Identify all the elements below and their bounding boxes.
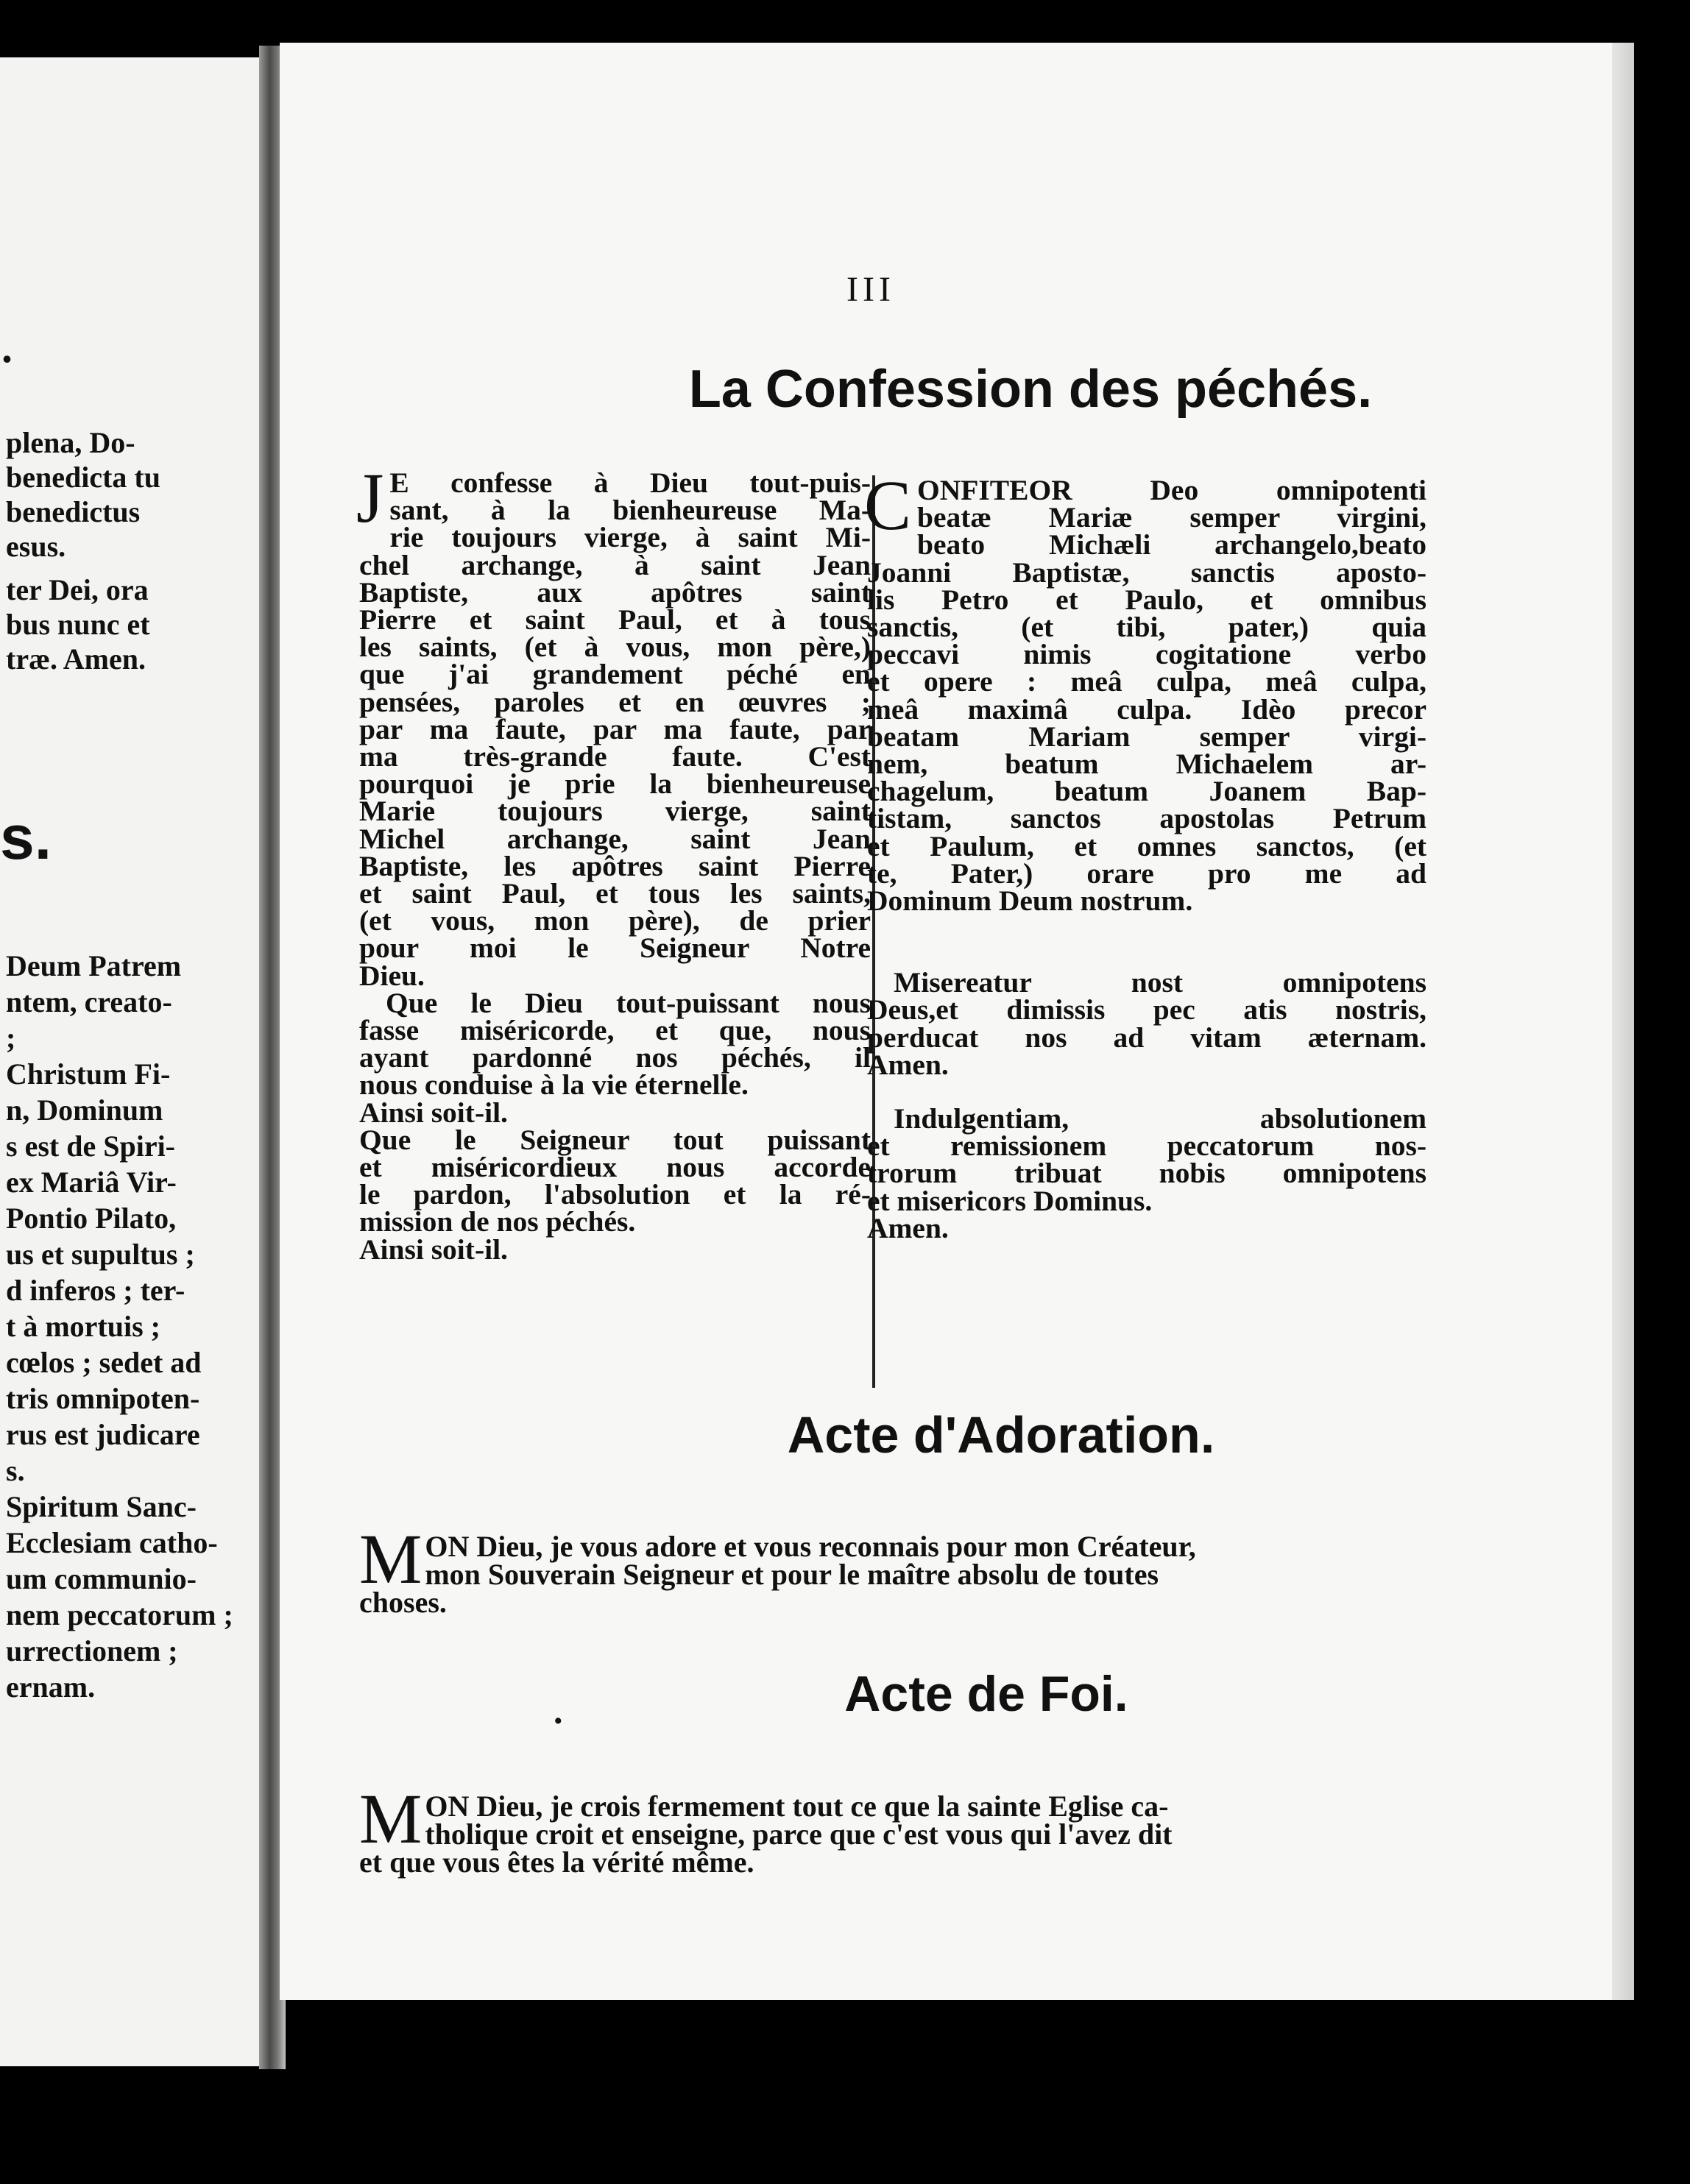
french-line: pensées, paroles et en œuvres ; <box>359 685 871 718</box>
latin-line: peccavi nimis cogitatione verbo <box>867 638 1426 671</box>
adoration-line-1: ON Dieu, je vous adore et vous reconnais pour mon Créateur, <box>425 1530 1196 1563</box>
latin-line: trorum tribuat nobis omnipotens <box>867 1157 1426 1190</box>
left-text-line: plena, Do- <box>6 426 135 459</box>
page-number: III <box>846 270 895 309</box>
left-text-line: n, Dominum <box>6 1093 163 1127</box>
french-line: Michel archange, saint Jean <box>359 822 871 855</box>
french-line: fasse miséricorde, et que, nous <box>359 1014 871 1047</box>
foi-bullet: . <box>554 1690 563 1731</box>
french-line: et saint Paul, et tous les saints, <box>359 877 871 910</box>
latin-line: beato Michæli archangelo,beato <box>917 528 1426 561</box>
foi-line-1: ON Dieu, je crois fermement tout ce que la sainte Eglise ca- <box>425 1790 1169 1823</box>
left-text-line: s est de Spiri- <box>6 1130 175 1163</box>
title-adoration: Acte d'Adoration. <box>787 1406 1215 1464</box>
title-confession: La Confession des péchés. <box>688 360 1373 419</box>
french-line: mission de nos péchés. <box>359 1205 636 1238</box>
latin-line: et misericors Dominus. <box>867 1184 1153 1217</box>
french-line: Marie toujours vierge, saint <box>359 795 871 828</box>
left-text-line: benedicta tu <box>6 461 160 494</box>
latin-line: perducat nos ad vitam æternam. <box>867 1021 1426 1054</box>
left-text-top <box>6 425 271 564</box>
left-text-line: Spiritum Sanc- <box>6 1490 197 1523</box>
french-line: Ainsi soit-il. <box>359 1233 508 1266</box>
latin-line: sanctis, (et tibi, pater,) quia <box>867 611 1426 644</box>
latin-line: meâ maximâ culpa. Idèo precor <box>867 692 1426 726</box>
left-text-line: nem peccatorum ; <box>6 1598 233 1631</box>
left-text-line: bus nunc et <box>6 608 150 641</box>
french-line: ayant pardonné nos péchés, il <box>359 1041 871 1074</box>
french-line: Dieu. <box>359 959 425 992</box>
french-line: le pardon, l'absolution et la ré- <box>359 1178 871 1211</box>
left-text-line: d inferos ; ter- <box>6 1274 185 1307</box>
adoration-dropcap: M <box>359 1520 422 1598</box>
latin-line: te, Pater,) orare pro me ad <box>867 857 1426 890</box>
left-text-line: ernam. <box>6 1670 96 1703</box>
left-text-line: ; <box>6 1021 16 1054</box>
french-line: Pierre et saint Paul, et à tous <box>359 603 871 637</box>
french-first-line: E confesse à Dieu tout-puis- <box>389 467 871 499</box>
latin-line: Deus,et dimissis pec atis nostris, <box>867 993 1426 1027</box>
latin-line: Dominum Deum nostrum. <box>867 884 1193 918</box>
latin-column <box>864 466 1426 1244</box>
left-text-line: ex Mariâ Vir- <box>6 1166 177 1199</box>
latin-first-line: ONFITEOR Deo omnipotenti <box>917 474 1426 506</box>
french-line: chel archange, à saint Jean <box>359 548 871 581</box>
left-text-line: Pontio Pilato, <box>6 1202 177 1235</box>
left-page-fragment <box>0 57 271 2066</box>
left-text-line: urrectionem ; <box>6 1634 178 1667</box>
latin-line: Amen. <box>867 1211 949 1244</box>
left-text-line: Christum Fi- <box>6 1057 171 1091</box>
left-text-line: um communio- <box>6 1562 197 1595</box>
french-line: Ainsi soit-il. <box>359 1096 508 1129</box>
latin-dropcap: C <box>864 466 912 545</box>
latin-line: nem, beatum Michaelem ar- <box>867 748 1426 781</box>
latin-line: lis Petro et Paulo, et omnibus <box>867 583 1426 616</box>
french-dropcap: J <box>356 458 384 537</box>
french-line: Baptiste, aux apôtres saint <box>359 575 871 609</box>
adoration-line-3: choses. <box>359 1586 447 1619</box>
french-line: et miséricordieux nous accorde <box>359 1151 871 1184</box>
latin-line: et opere : meâ culpa, meâ culpa, <box>867 665 1426 698</box>
french-line: pour moi le Seigneur Notre <box>359 932 871 965</box>
foi-paragraph <box>359 1779 1426 1879</box>
french-line: sant, à la bienheureuse Ma- <box>389 494 871 527</box>
french-line: pourquoi je prie la bienheureuse <box>359 767 871 801</box>
left-text-bottom <box>6 948 271 1705</box>
french-line: Que le Dieu tout-puissant nous <box>386 986 871 1019</box>
latin-line: Indulgentiam, absolutionem <box>894 1102 1426 1135</box>
french-line: Que le Seigneur tout puissant <box>359 1123 871 1156</box>
foi-dropcap: M <box>359 1779 422 1858</box>
latin-line: Amen. <box>867 1048 949 1081</box>
foi-line-2: tholique croit et enseigne, parce que c'est vous qui l'avez dit <box>425 1818 1173 1851</box>
latin-line: beatæ Mariæ semper virgini, <box>917 501 1426 534</box>
left-text-line: benedictus <box>6 495 141 528</box>
left-text-line: rus est judicare <box>6 1418 200 1451</box>
french-column <box>356 458 871 1266</box>
left-text-line: s. <box>6 1454 25 1487</box>
adoration-paragraph <box>359 1520 1426 1619</box>
left-text-line: Ecclesiam catho- <box>6 1526 218 1559</box>
latin-line: Misereatur nost omnipotens <box>894 966 1426 999</box>
latin-line: beatam Mariam semper virgi- <box>867 720 1426 753</box>
latin-line: et Paulum, et omnes sanctos, (et <box>867 829 1426 862</box>
left-text-mid <box>6 572 271 676</box>
french-line: que j'ai grandement péché en <box>359 658 871 691</box>
french-line: (et vous, mon père), de prier <box>359 904 871 937</box>
left-text-line: t à mortuis ; <box>6 1310 160 1343</box>
left-text-line: tris omnipoten- <box>6 1382 200 1415</box>
french-line: rie toujours vierge, à saint Mi- <box>389 521 871 554</box>
right-page <box>280 43 1634 2000</box>
french-line: Baptiste, les apôtres saint Pierre <box>359 849 871 882</box>
left-text-line: esus. <box>6 530 66 563</box>
french-line: par ma faute, par ma faute, par <box>359 712 871 745</box>
latin-line: chagelum, beatum Joanem Bap- <box>867 775 1426 808</box>
left-text-line: træ. Amen. <box>6 642 146 676</box>
left-page-bullet: . <box>1 323 13 372</box>
left-heading-fragment: s. <box>0 803 52 872</box>
latin-line: tistam, sanctos apostolas Petrum <box>867 802 1426 835</box>
left-text-line: Deum Patrem <box>6 949 182 982</box>
latin-line: et remissionem peccatorum nos- <box>867 1130 1426 1163</box>
french-line: nous conduise à la vie éternelle. <box>359 1068 749 1102</box>
latin-line: Joanni Baptistæ, sanctis aposto- <box>867 556 1426 589</box>
french-line: les saints, (et à vous, mon père,) <box>359 631 871 664</box>
foi-line-3: et que vous êtes la vérité même. <box>359 1846 754 1879</box>
title-foi: Acte de Foi. <box>844 1666 1128 1722</box>
left-text-line: ntem, creato- <box>6 985 172 1018</box>
left-text-line: cœlos ; sedet ad <box>6 1346 202 1379</box>
adoration-line-2: mon Souverain Seigneur et pour le maître absolu de toutes <box>425 1558 1159 1591</box>
left-text-line: ter Dei, ora <box>6 573 149 606</box>
french-line: ma très-grande faute. C'est <box>359 740 871 773</box>
left-text-line: us et supultus ; <box>6 1238 195 1271</box>
